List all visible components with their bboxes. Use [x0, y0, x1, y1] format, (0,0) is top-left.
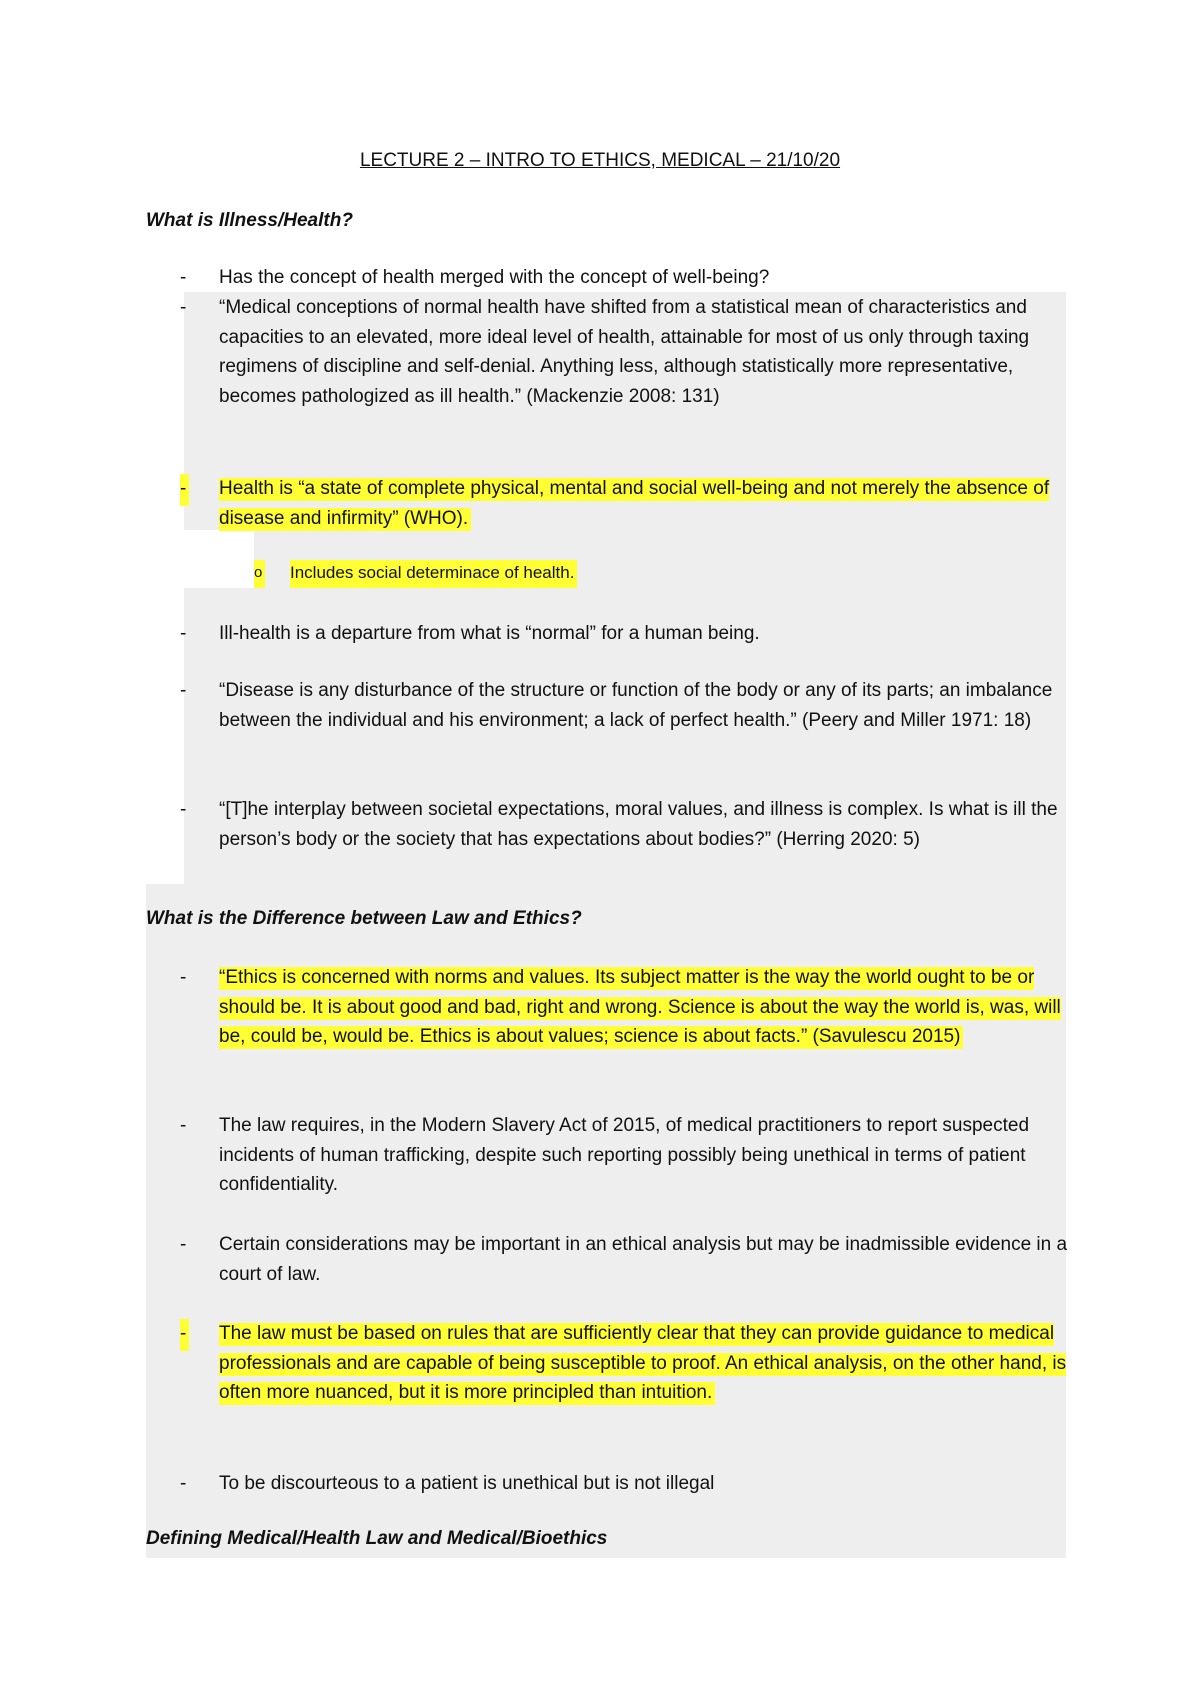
- list-item-text: Ill-health is a departure from what is “normal” for a human being.: [219, 623, 760, 644]
- highlighted-text: The law must be based on rules that are sufficiently clear that they can provide guidance to medical professionals and are capable of being susceptible to proof. An ethical analysis, on the other hand, is often more nuanced, but it is more principled than intuition.: [219, 1323, 1067, 1403]
- dash-bullet: -: [180, 267, 187, 288]
- dash-bullet: -: [180, 297, 187, 318]
- dash-bullet: -: [180, 1473, 187, 1494]
- dash-bullet: -: [180, 967, 187, 988]
- list-item-text: “Disease is any disturbance of the structure or function of the body or any of its parts; an imbalance between the individual and his environment; a lack of perfect health.” (Peery and Miller 1971: 18): [219, 680, 1053, 731]
- list-item-text: Has the concept of health merged with the concept of well-being?: [219, 267, 770, 288]
- list-item-text: To be discourteous to a patient is unethical but is not illegal: [219, 1473, 715, 1494]
- dash-bullet: -: [180, 1115, 187, 1136]
- list-item-text: “Medical conceptions of normal health have shifted from a statistical mean of characteristics and capacities to an elevated, more ideal level of health, attainable for most of us only through taxing regimens of discipline and self-denial. Anything less, although statistically more representative, becomes pathologized as ill health.” (Mackenzie 2008: 131): [219, 297, 1030, 407]
- highlighted-text: Includes social determinace of health.: [290, 560, 577, 588]
- list-item-text: The law requires, in the Modern Slavery Act of 2015, of medical practitioners to report suspected incidents of human trafficking, despite such reporting possibly being unethical in terms of patient confidentiality.: [219, 1115, 1030, 1195]
- section-heading: What is the Difference between Law and Ethics?: [146, 908, 582, 929]
- dash-bullet: -: [180, 1234, 187, 1255]
- list-item-text: “[T]he interplay between societal expectations, moral values, and illness is complex. Is what is ill the person’s body or the society that has expectations about bodies?” (Herring 2020: 5): [219, 799, 1058, 850]
- section-heading: Defining Medical/Health Law and Medical/Bioethics: [146, 1528, 608, 1549]
- dash-bullet: -: [180, 680, 187, 701]
- dash-bullet: -: [180, 623, 187, 644]
- page-title: LECTURE 2 – INTRO TO ETHICS, MEDICAL – 21/10/20: [359, 150, 841, 171]
- highlighted-text: Health is “a state of complete physical, mental and social well-being and not merely the absence of disease and infirmity” (WHO).: [219, 478, 1050, 529]
- list-item-text: Certain considerations may be important in an ethical analysis but may be inadmissible evidence in a court of law.: [219, 1234, 1068, 1285]
- dash-bullet: -: [180, 1319, 189, 1351]
- section-heading: What is Illness/Health?: [146, 210, 353, 231]
- circle-bullet: o: [254, 560, 265, 588]
- dash-bullet: -: [180, 474, 189, 506]
- dash-bullet: -: [180, 799, 187, 820]
- highlighted-text: “Ethics is concerned with norms and values. Its subject matter is the way the world ought to be or should be. It is about good and bad, right and wrong. Science is about the way the world is, was, will be, could be, would be. Ethics is about values; science is about facts.” (Savulescu 2015): [219, 967, 1061, 1047]
